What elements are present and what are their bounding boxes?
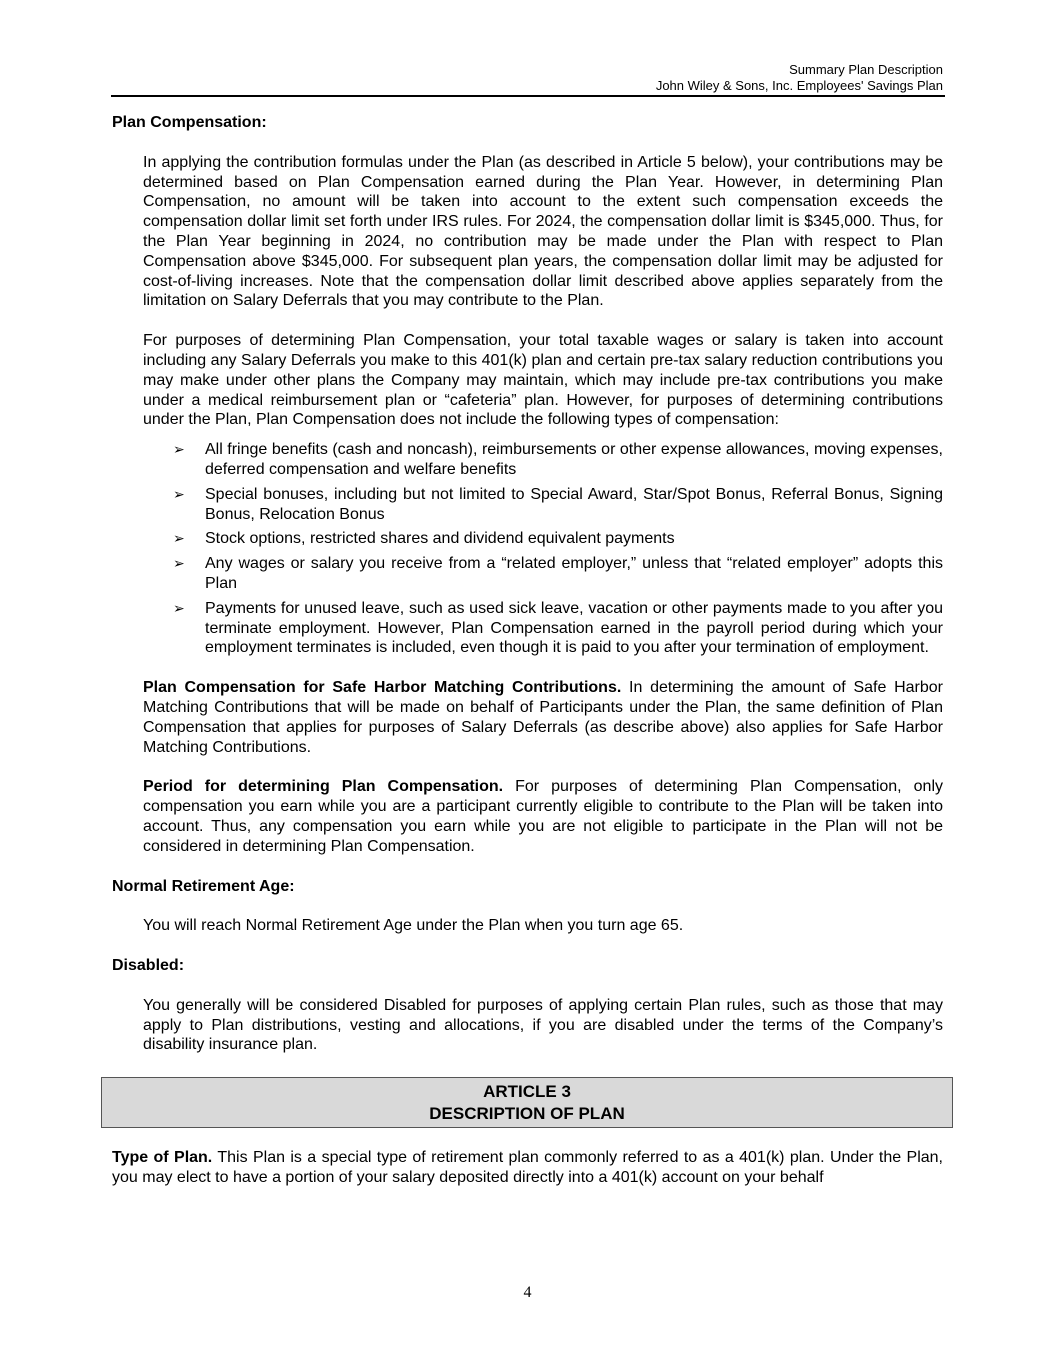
excluded-compensation-list [143,440,943,658]
disabled-heading: Disabled: [112,957,185,975]
header-title: Summary Plan Description [789,62,943,77]
arrow-bullet-icon: ➢ [173,555,185,572]
period-text: For purposes of determining Plan Compensation, only compensation you earn while you are a participant currently eligible to contribute to the Plan will be taken into account. Thus, any compensation you earn while you are not eligible to participate in the Plan will not be considered in determining Plan Compensation. [143,778,944,855]
header-rule [111,95,945,97]
plan-compensation-paragraph-2: For purposes of determining Plan Compensation, your total taxable wages or salary is taken into account including any Salary Deferrals you make to this 401(k) plan and certain pre-tax salary reduction contributions you may make under other plans the Company may maintain, which may include pre-tax contributions you make under a medical reimbursement plan or “cafeteria” plan. However, for purposes of determining contributions under the Plan, Plan Compensation does not include the following types of compensation: [143,332,943,429]
list-item [143,599,943,658]
list-item-text: Stock options, restricted shares and dividend equivalent payments [205,530,675,548]
arrow-bullet-icon: ➢ [173,599,185,616]
plan-compensation-heading: Plan Compensation: [112,114,267,131]
type-of-plan-paragraph [112,1148,943,1188]
disabled-paragraph: You generally will be considered Disabled for purposes of applying certain Plan rules, such as those that may apply to Plan distributions, vesting and allocations, if you are disabled under the terms of the Company’s disability insurance plan. [143,996,943,1054]
normal-retirement-heading: Normal Retirement Age: [112,877,295,895]
arrow-bullet-icon: ➢ [173,485,185,502]
article-number: ARTICLE 3 [483,1082,571,1102]
arrow-bullet-icon: ➢ [173,441,185,458]
list-item [143,485,943,525]
header-plan-name: John Wiley & Sons, Inc. Employees' Savings Plan [655,78,943,93]
list-item [143,554,943,594]
normal-retirement-paragraph: You will reach Normal Retirement Age under the Plan when you turn age 65. [143,917,684,935]
page-body [112,113,943,1188]
safe-harbor-text: In determining the amount of Safe Harbor Matching Contributions that will be made on behalf of Participants under the Plan, the same definition of Plan Compensation that applies for purposes of Salary Deferrals (as describe above) also applies for Safe Harbor Matching Contributions. [143,679,944,756]
article-title: DESCRIPTION OF PLAN [429,1104,625,1124]
type-of-plan-text: This Plan is a special type of retirement plan commonly referred to as a 401(k) plan. Under the Plan, you may elect to have a portion of your salary deposited directly into a 401(k) account on your behalf [112,1149,943,1187]
page-number: 4 [523,1284,532,1301]
safe-harbor-lead: Plan Compensation for Safe Harbor Matching Contributions. [143,679,622,697]
list-item-text: Any wages or salary you receive from a “related employer,” unless that “related employer” adopts this Plan [205,555,943,592]
article-heading-box [101,1077,953,1128]
running-header [112,62,943,94]
list-item-text: Special bonuses, including but not limited to Special Award, Star/Spot Bonus, Referral Bonus, Signing Bonus, Relocation Bonus [205,485,943,523]
type-of-plan-lead: Type of Plan. [112,1149,213,1167]
list-item [143,529,943,549]
period-paragraph [143,777,943,856]
safe-harbor-paragraph [143,678,943,757]
list-item-text: All fringe benefits (cash and noncash), reimbursements or other expense allowances, moving expenses, deferred compensation and welfare benefits [205,441,943,478]
period-lead: Period for determining Plan Compensation. [143,778,504,796]
list-item-text: Payments for unused leave, such as used sick leave, vacation or other payments made to you after you terminate employment. However, Plan Compensation earned in the payroll period during which your employment terminates is included, even though it is paid to you after your termination of employment. [205,599,943,657]
plan-compensation-paragraph-1: In applying the contribution formulas under the Plan (as described in Article 5 below), your contributions may be determined based on Plan Compensation earned during the Plan Year. However, in determining Plan Compensation, no amount will be taken into account to the extent such compensation exceeds the compensation dollar limit set forth under IRS rules. For 2024, the compensation dollar limit is $345,000. Thus, for the Plan Year beginning in 2024, no contribution may be made under the Plan with respect to Plan Compensation above $345,000. For subsequent plan years, the compensation dollar limit may be adjusted for cost-of-living increases. Note that the compensation dollar limit described above applies separately from the limitation on Salary Deferrals that you may contribute to the Plan. [143,153,943,310]
list-item [143,440,943,480]
arrow-bullet-icon: ➢ [173,530,185,547]
